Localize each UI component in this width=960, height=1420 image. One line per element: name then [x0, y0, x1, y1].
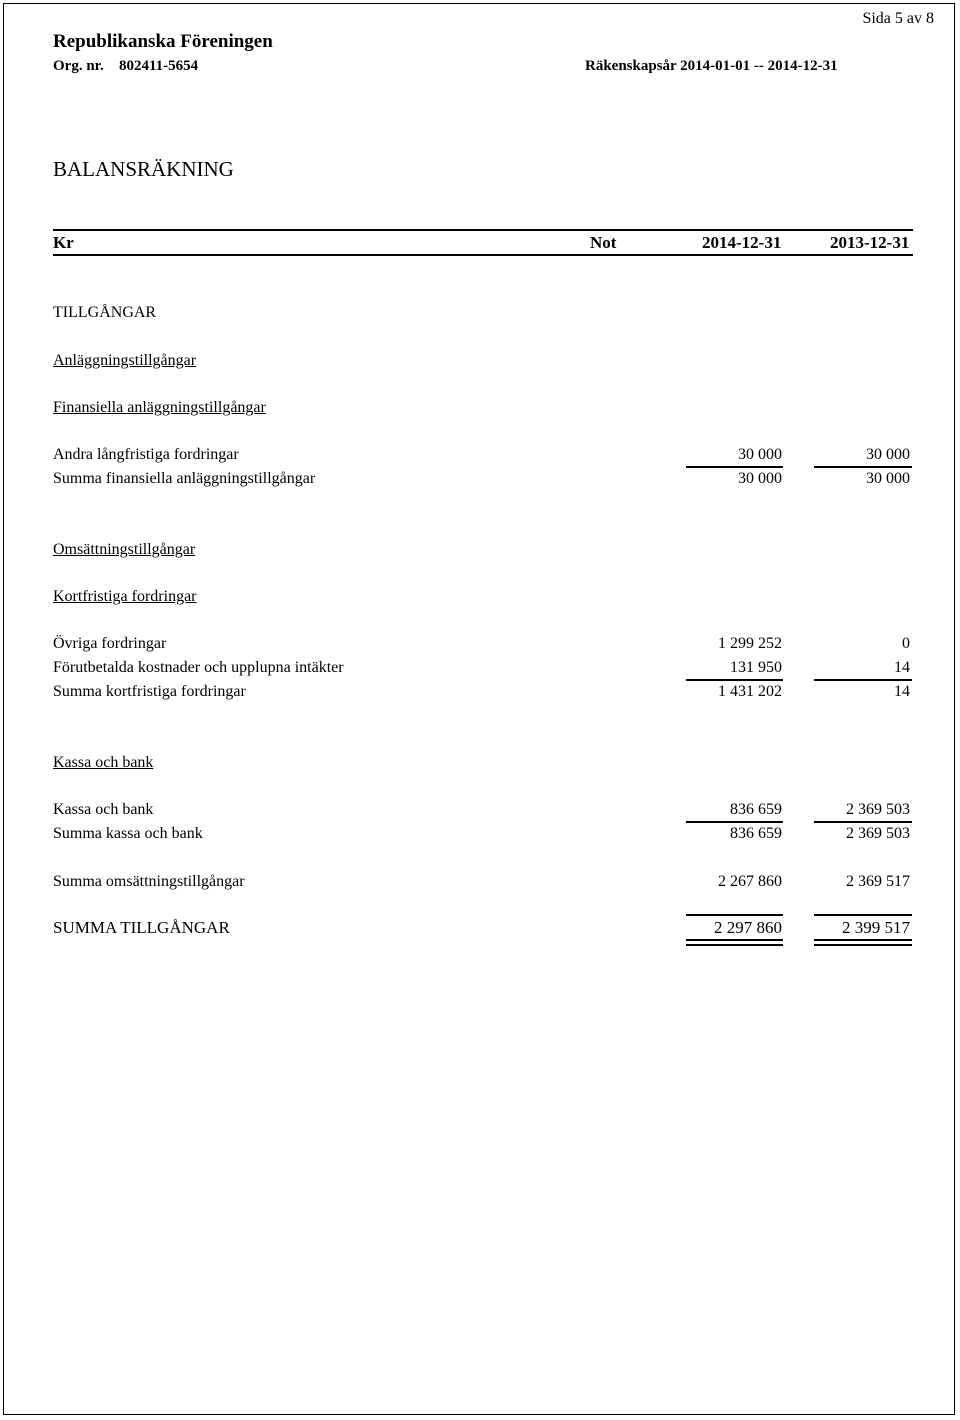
section-cash-and-bank: Kassa och bank: [53, 754, 154, 771]
value-2014: 1 431 202: [718, 683, 782, 700]
value-2013: 2 369 517: [846, 873, 910, 890]
section-assets: TILLGÅNGAR: [53, 304, 157, 321]
value-2013: 30 000: [866, 470, 910, 487]
row-cash-and-bank: [53, 801, 910, 821]
value-2013: 2 369 503: [846, 801, 910, 818]
row-sum-short-term-receivables: [53, 683, 910, 703]
subtotal-rule: [686, 466, 783, 468]
row-label: SUMMA TILLGÅNGAR: [53, 918, 230, 937]
section-fixed-assets: Anläggningstillgångar: [53, 352, 197, 369]
row-label: Övriga fordringar: [53, 635, 167, 652]
subtotal-rule: [814, 679, 912, 681]
row-sum-cash-and-bank: [53, 825, 910, 845]
value-2014: 30 000: [738, 446, 782, 463]
row-other-receivables: [53, 635, 910, 655]
column-date-2014: 2014-12-31: [702, 233, 782, 252]
row-sum-current-assets: [53, 873, 910, 893]
row-label: Summa kassa och bank: [53, 825, 203, 842]
value-2014: 30 000: [738, 470, 782, 487]
total-double-rule: [814, 944, 912, 946]
value-2013: 2 369 503: [846, 825, 910, 842]
total-top-rule: [686, 914, 783, 916]
row-total-assets: [53, 918, 910, 938]
org-number: 802411-5654: [119, 58, 199, 74]
value-2013: 30 000: [866, 446, 910, 463]
total-top-rule: [814, 914, 912, 916]
fiscal-year: Räkenskapsår 2014-01-01 -- 2014-12-31: [585, 58, 838, 74]
value-2013: 14: [894, 683, 910, 700]
header-top-rule: [53, 229, 913, 231]
value-2013: 2 399 517: [842, 918, 910, 937]
row-sum-financial-fixed-assets: [53, 470, 910, 490]
total-double-rule: [814, 939, 912, 941]
row-label: Summa omsättningstillgångar: [53, 873, 245, 890]
header-bottom-rule: [53, 254, 913, 256]
section-financial-fixed-assets: Finansiella anläggningstillgångar: [53, 399, 266, 416]
subtotal-rule: [814, 821, 912, 823]
row-label: Summa finansiella anläggningstillgångar: [53, 470, 316, 487]
page-indicator: Sida 5 av 8: [862, 10, 934, 27]
row-prepaid-expenses: [53, 659, 910, 679]
value-2014: 836 659: [730, 801, 782, 818]
section-short-term-receivables: Kortfristiga fordringar: [53, 588, 197, 605]
row-label: Andra långfristiga fordringar: [53, 446, 239, 463]
value-2013: 14: [894, 659, 910, 676]
section-current-assets: Omsättningstillgångar: [53, 541, 196, 558]
total-double-rule: [686, 944, 783, 946]
row-label: Kassa och bank: [53, 801, 154, 818]
subtotal-rule: [814, 466, 912, 468]
row-label: Förutbetalda kostnader och upplupna intäkter: [53, 659, 344, 676]
column-date-2013: 2013-12-31: [830, 233, 910, 252]
value-2014: 1 299 252: [718, 635, 782, 652]
row-other-long-term-receivables: [53, 446, 910, 466]
value-2014: 2 267 860: [718, 873, 782, 890]
value-2014: 131 950: [730, 659, 782, 676]
org-name: Republikanska Föreningen: [53, 31, 273, 52]
subtotal-rule: [686, 821, 783, 823]
value-2014: 2 297 860: [714, 918, 782, 937]
value-2014: 836 659: [730, 825, 782, 842]
value-2013: 0: [902, 635, 910, 652]
row-label: Summa kortfristiga fordringar: [53, 683, 246, 700]
subtotal-rule: [686, 679, 783, 681]
page-frame: [3, 3, 955, 1415]
column-currency: Kr: [53, 233, 74, 252]
page-title: BALANSRÄKNING: [53, 157, 234, 181]
org-number-label: Org. nr.: [53, 58, 104, 74]
column-note: Not: [590, 233, 617, 252]
total-double-rule: [686, 939, 783, 941]
